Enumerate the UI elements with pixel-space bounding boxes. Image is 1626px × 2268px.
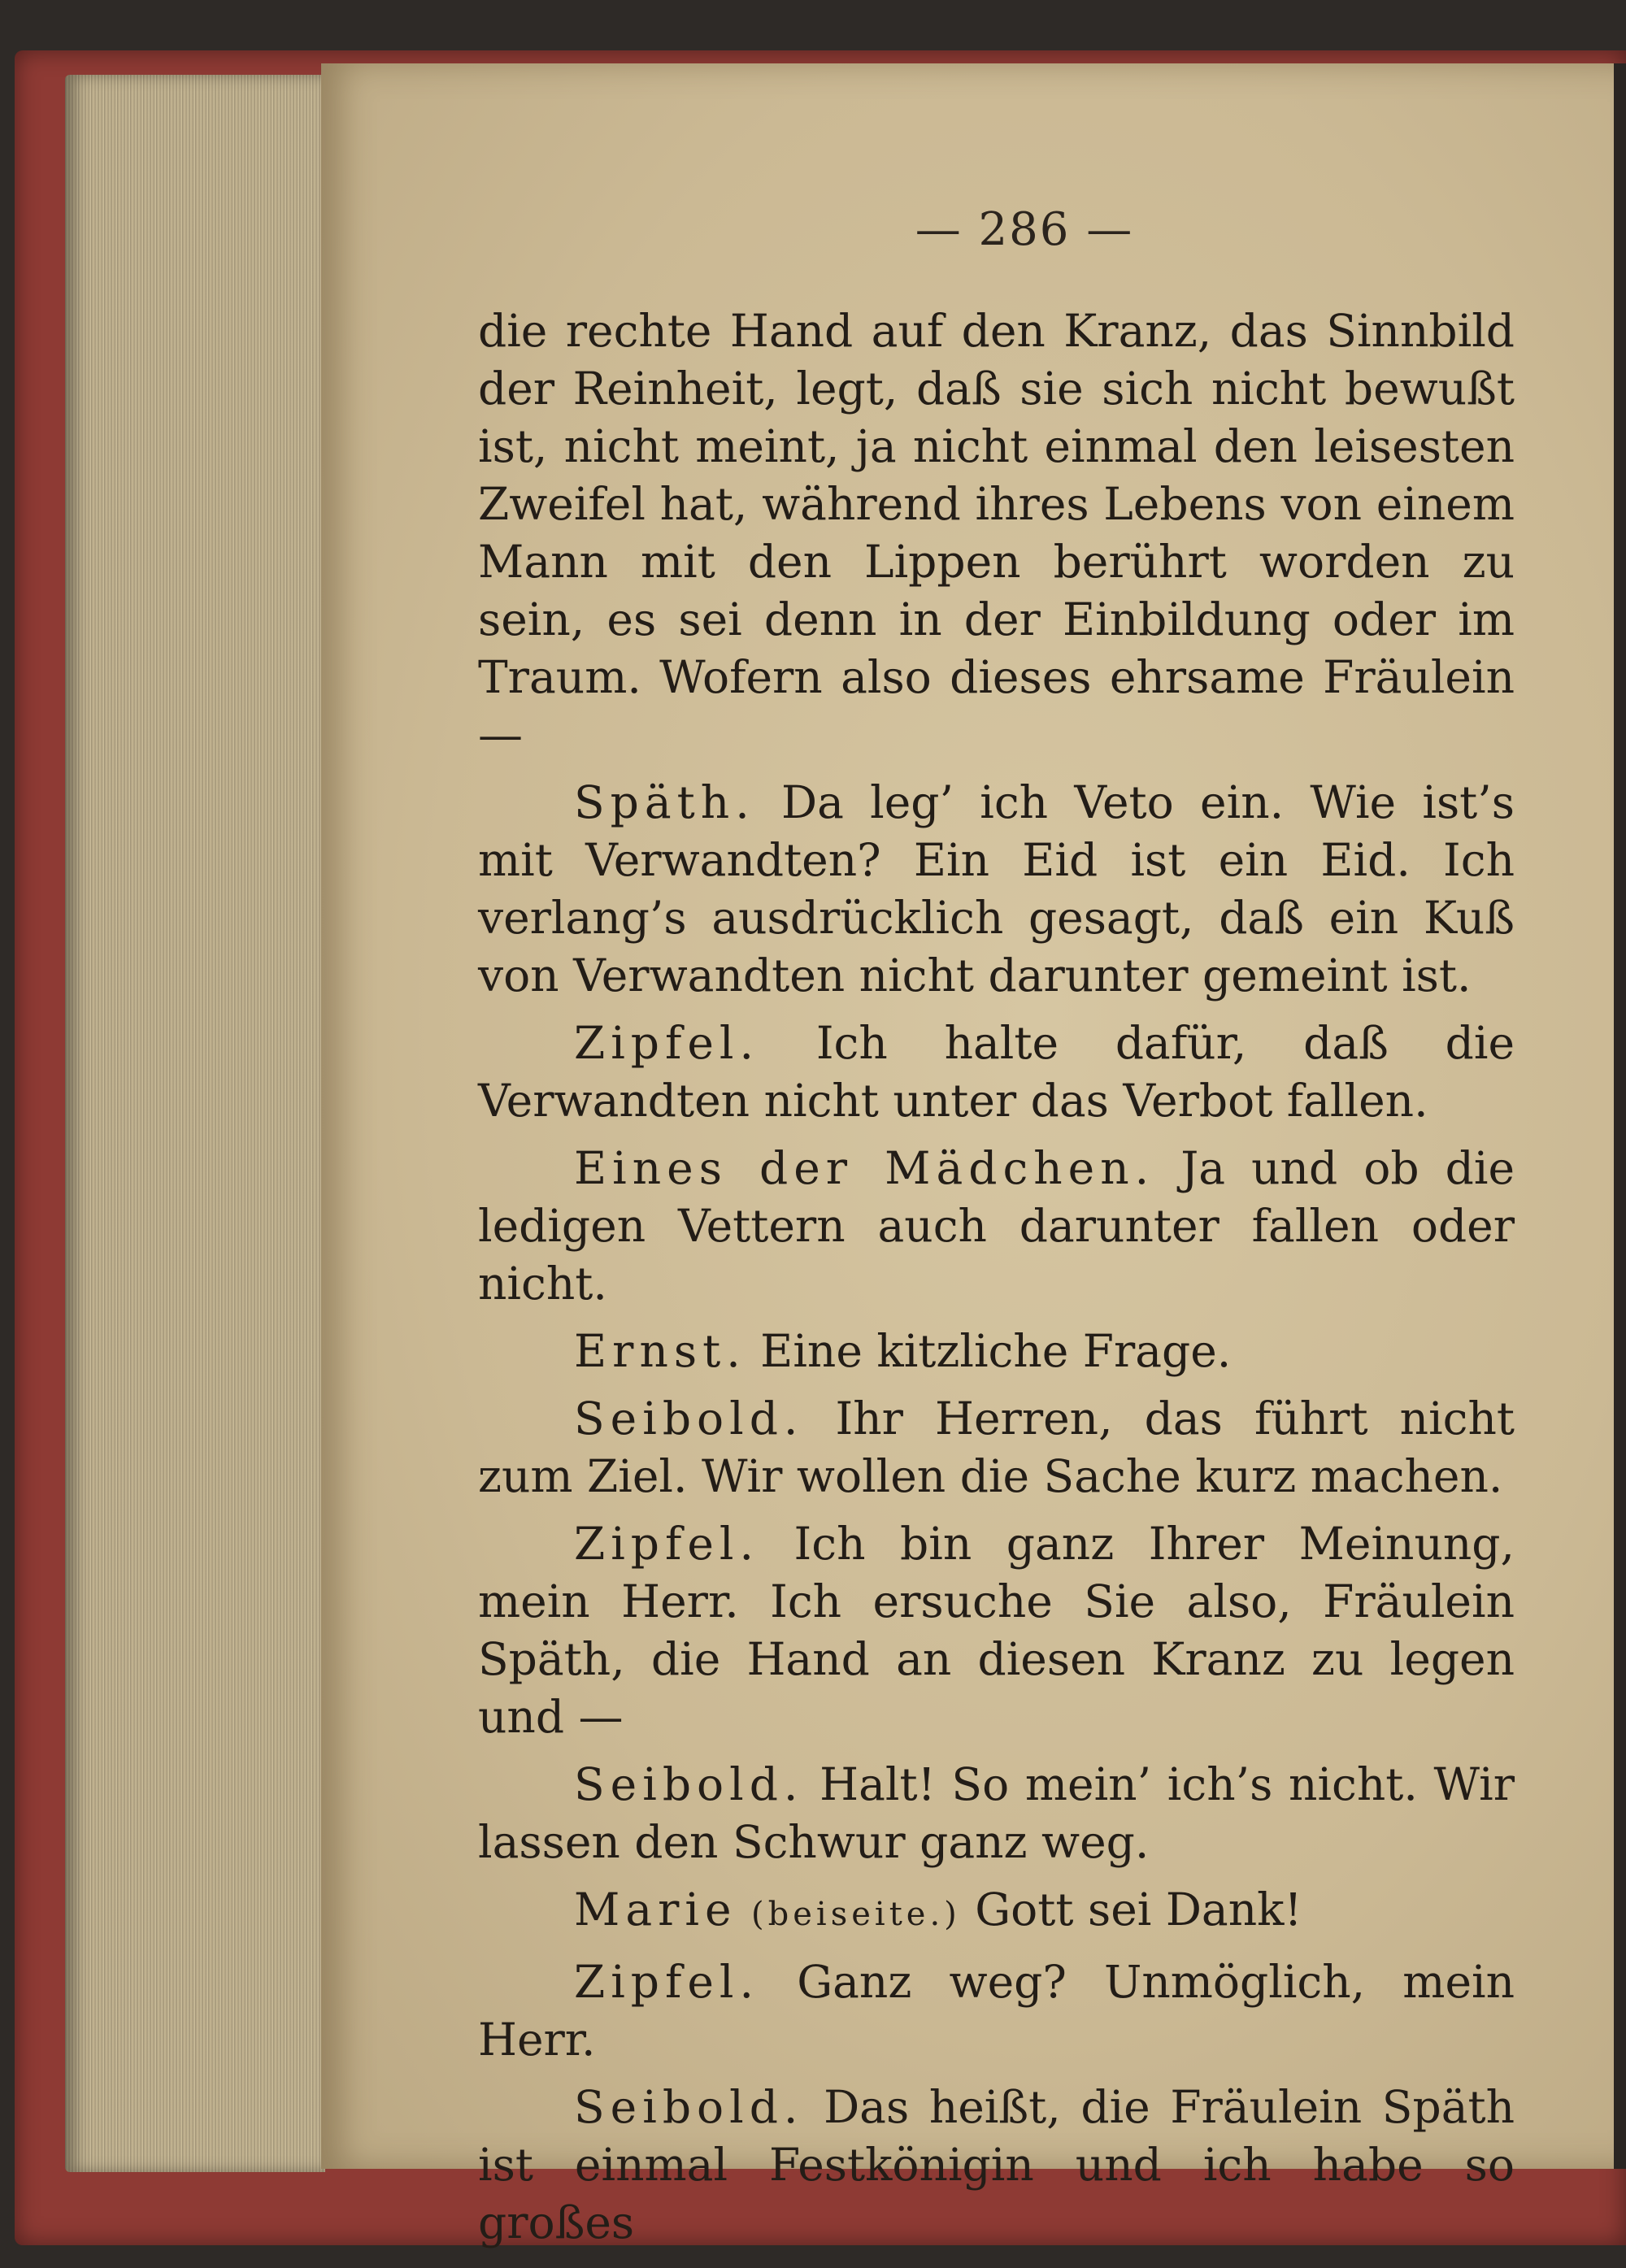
speaker-name: Späth. <box>574 776 755 828</box>
dialogue-text: Ich bin ganz Ihrer Meinung, mein Herr. Ich ersuche Sie also, Fräulein Späth, die Hand an diesen Kranz zu legen und — <box>478 1518 1515 1743</box>
dialogue-line <box>478 1756 1515 1871</box>
dialogue-line <box>478 774 1515 1005</box>
speaker-name: Seibold. <box>574 1393 804 1445</box>
speaker-name: Zipfel. <box>574 1518 759 1570</box>
dialogue-line <box>478 1515 1515 1746</box>
speaker-name: Zipfel. <box>574 1017 759 1069</box>
dialogue-text: Ich halte dafür, daß die Verwandten nicht unter das Verbot fallen. <box>478 1017 1515 1127</box>
speaker-name: Eines der Mädchen. <box>574 1142 1155 1194</box>
paragraph <box>478 302 1515 764</box>
right-edge-shadow <box>1614 63 1626 2169</box>
speaker-name: Zipfel. <box>574 1956 759 2008</box>
page-text <box>478 302 1515 2261</box>
dialogue-line <box>478 1390 1515 1505</box>
dialogue-text: Halt! So mein’ ich’s nicht. Wir lassen den Schwur ganz weg. <box>478 1758 1515 1868</box>
dialogue-line <box>478 1953 1515 2069</box>
dialogue-line <box>478 1140 1515 1313</box>
speaker-name: Seibold. <box>574 2081 804 2133</box>
speaker-name: Seibold. <box>574 1758 804 1810</box>
dialogue-text: Da leg’ ich Veto ein. Wie ist’s mit Verwandten? Ein Eid ist ein Eid. Ich verlang’s ausdrücklich gesagt, daß ein Kuß von Verwandten nicht darunter gemeint ist. <box>478 776 1515 1001</box>
dialogue-line <box>478 1323 1515 1380</box>
dialogue-text: Eine kitzliche Frage. <box>760 1325 1232 1377</box>
speaker-name: Ernst. <box>574 1325 746 1377</box>
dialogue-text: Ja und ob die ledigen Vettern auch darunter fallen oder nicht. <box>478 1142 1515 1310</box>
dialogue-line <box>478 1015 1515 1130</box>
page-number: — 286 — <box>915 203 1134 256</box>
dialogue-line <box>478 1881 1515 1944</box>
stage-direction: (beiseite.) <box>751 1896 961 1933</box>
paragraph-text: die rechte Hand auf den Kranz, das Sinnbild der Reinheit, legt, daß sie sich nicht bewußt ist, nicht meint, ja nicht einmal den leisesten Zweifel hat, während ihres Lebens von einem Mann mit den Lippen berührt worden zu sein, es sei denn in der Einbildung oder im Traum. Wofern also dieses ehrsame Fräulein — <box>478 305 1515 761</box>
page-edges <box>65 75 325 2172</box>
dialogue-text: Das heißt, die Fräulein Späth ist einmal Festkönigin und ich habe so großes <box>478 2081 1515 2248</box>
dialogue-line <box>478 2079 1515 2252</box>
dialogue-text: Ganz weg? Unmöglich, mein Herr. <box>478 1956 1515 2066</box>
speaker-name: Marie <box>574 1883 737 1936</box>
dialogue-text: Ihr Herren, das führt nicht zum Ziel. Wir wollen die Sache kurz machen. <box>478 1393 1515 1502</box>
dialogue-text: Gott sei Dank! <box>975 1883 1302 1936</box>
